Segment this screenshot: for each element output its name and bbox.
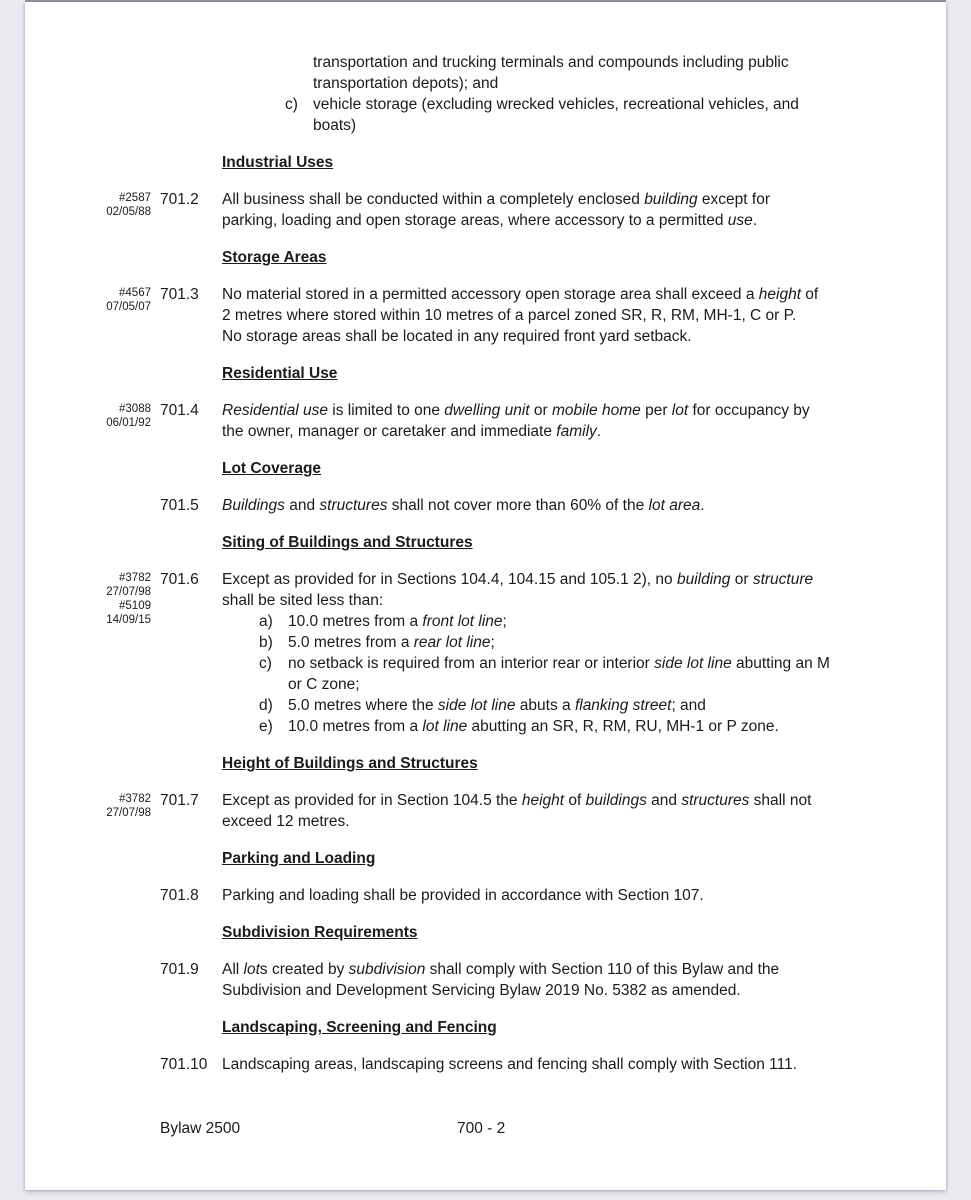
clause-text: All lots created by subdivision shall comply with Section 110 of this Bylaw and the Subdivision and Development Servicing Bylaw 2019 No. 5382 as amended.: [222, 961, 780, 999]
clause-number: 701.6: [160, 571, 199, 588]
clause-701-5: [25, 495, 946, 516]
clause-701-10: [25, 1054, 946, 1075]
amendment-notes: [25, 569, 160, 737]
amendment-date: 07/05/07: [106, 301, 151, 313]
clause-701-4: [25, 400, 946, 442]
amendment-date: 27/07/98: [106, 807, 151, 819]
amendment-number: #4567: [119, 287, 151, 299]
list-item-marker: b): [259, 634, 273, 651]
section-heading-residential-use: Residential Use: [222, 365, 338, 382]
clause-text: All business shall be conducted within a completely enclosed building except for parking, loading and open storage areas, where accessory to a permitted use.: [222, 191, 770, 229]
clause-number: 701.10: [160, 1056, 208, 1073]
section-heading-height: Height of Buildings and Structures: [222, 755, 478, 772]
clause-body: [222, 569, 912, 737]
section-heading-lot-coverage: Lot Coverage: [222, 460, 322, 477]
clause-701-9: [25, 959, 946, 1001]
amendment-number: #5109: [119, 600, 151, 612]
clause-text: Except as provided for in Sections 104.4, 104.15 and 105.1 2), no building or structure shall be sited less than:: [222, 571, 814, 609]
section-heading-landscaping: Landscaping, Screening and Fencing: [222, 1019, 497, 1036]
clause-number: 701.5: [160, 497, 199, 514]
list-item-c: [259, 653, 912, 695]
amendment-date: 14/09/15: [106, 614, 151, 626]
clause-701-7: [25, 790, 946, 832]
clause-701-3: [25, 284, 946, 347]
amendment-number: #2587: [119, 192, 151, 204]
list-item-marker: e): [259, 718, 273, 735]
amendment-notes: [25, 189, 160, 231]
list-item-text: 5.0 metres from a rear lot line;: [288, 634, 495, 651]
section-heading-parking: Parking and Loading: [222, 850, 376, 867]
list-item-text: 10.0 metres from a lot line abutting an SR, R, RM, RU, MH-1 or P zone.: [288, 718, 779, 735]
footer-page-number: 700 - 2: [457, 1120, 506, 1137]
list-item-a: [259, 611, 912, 632]
clause-701-6: [25, 569, 946, 737]
clause-number: 701.3: [160, 286, 199, 303]
list-item-text: 10.0 metres from a front lot line;: [288, 613, 507, 630]
footer-bylaw-label: Bylaw 2500: [160, 1120, 241, 1137]
clause-701-2: [25, 189, 946, 231]
amendment-notes: [25, 885, 160, 906]
section-heading-industrial-uses: Industrial Uses: [222, 154, 334, 171]
clause-number: 701.9: [160, 961, 199, 978]
clause-number: 701.8: [160, 887, 199, 904]
amendment-notes: [25, 495, 160, 516]
clause-text: No material stored in a permitted accessory open storage area shall exceed a height of 2 metres where stored within 10 metres of a parcel zoned SR, R, RM, MH-1, C or P. No storage areas shall be located in any required front yard setback.: [222, 286, 819, 345]
amendment-notes: [25, 284, 160, 347]
clause-text: Residential use is limited to one dwelling unit or mobile home per lot for occupancy by the owner, manager or caretaker and immediate family.: [222, 402, 810, 440]
list-item-text: vehicle storage (excluding wrecked vehicles, recreational vehicles, and boats): [313, 96, 799, 134]
list-continuation-text: transportation and trucking terminals and compounds including public transportation depots); and: [313, 54, 789, 92]
clause-text: Parking and loading shall be provided in accordance with Section 107.: [222, 887, 704, 904]
section-heading-storage-areas: Storage Areas: [222, 249, 327, 266]
intro-list-continuation: [222, 52, 946, 136]
list-item-c: [285, 94, 946, 136]
amendment-number: #3782: [119, 572, 151, 584]
clause-701-8: [25, 885, 946, 906]
clause-number: 701.7: [160, 792, 199, 809]
list-item-b: [259, 632, 912, 653]
list-item-marker: c): [285, 96, 298, 113]
list-item-e: [259, 716, 912, 737]
amendment-notes: [25, 959, 160, 1001]
amendment-date: 06/01/92: [106, 417, 151, 429]
amendment-number: #3088: [119, 403, 151, 415]
amendment-number: #3782: [119, 793, 151, 805]
list-item-marker: c): [259, 655, 272, 672]
amendment-notes: [25, 1054, 160, 1075]
amendment-date: 02/05/88: [106, 206, 151, 218]
list-item-marker: a): [259, 613, 273, 630]
clause-text: Except as provided for in Section 104.5 the height of buildings and structures shall not exceed 12 metres.: [222, 792, 812, 830]
clause-number: 701.2: [160, 191, 199, 208]
section-heading-siting: Siting of Buildings and Structures: [222, 534, 473, 551]
clause-text: Landscaping areas, landscaping screens and fencing shall comply with Section 111.: [222, 1056, 797, 1073]
list-item-text: 5.0 metres where the side lot line abuts a flanking street; and: [288, 697, 706, 714]
amendment-notes: [25, 790, 160, 832]
section-heading-subdivision: Subdivision Requirements: [222, 924, 418, 941]
list-item-text: no setback is required from an interior rear or interior side lot line abutting an M or C zone;: [288, 655, 830, 693]
amendment-date: 27/07/98: [106, 586, 151, 598]
list-item-d: [259, 695, 912, 716]
clause-text: Buildings and structures shall not cover more than 60% of the lot area.: [222, 497, 705, 514]
document-page: [25, 2, 946, 1190]
list-item-marker: d): [259, 697, 273, 714]
clause-number: 701.4: [160, 402, 199, 419]
amendment-notes: [25, 400, 160, 442]
